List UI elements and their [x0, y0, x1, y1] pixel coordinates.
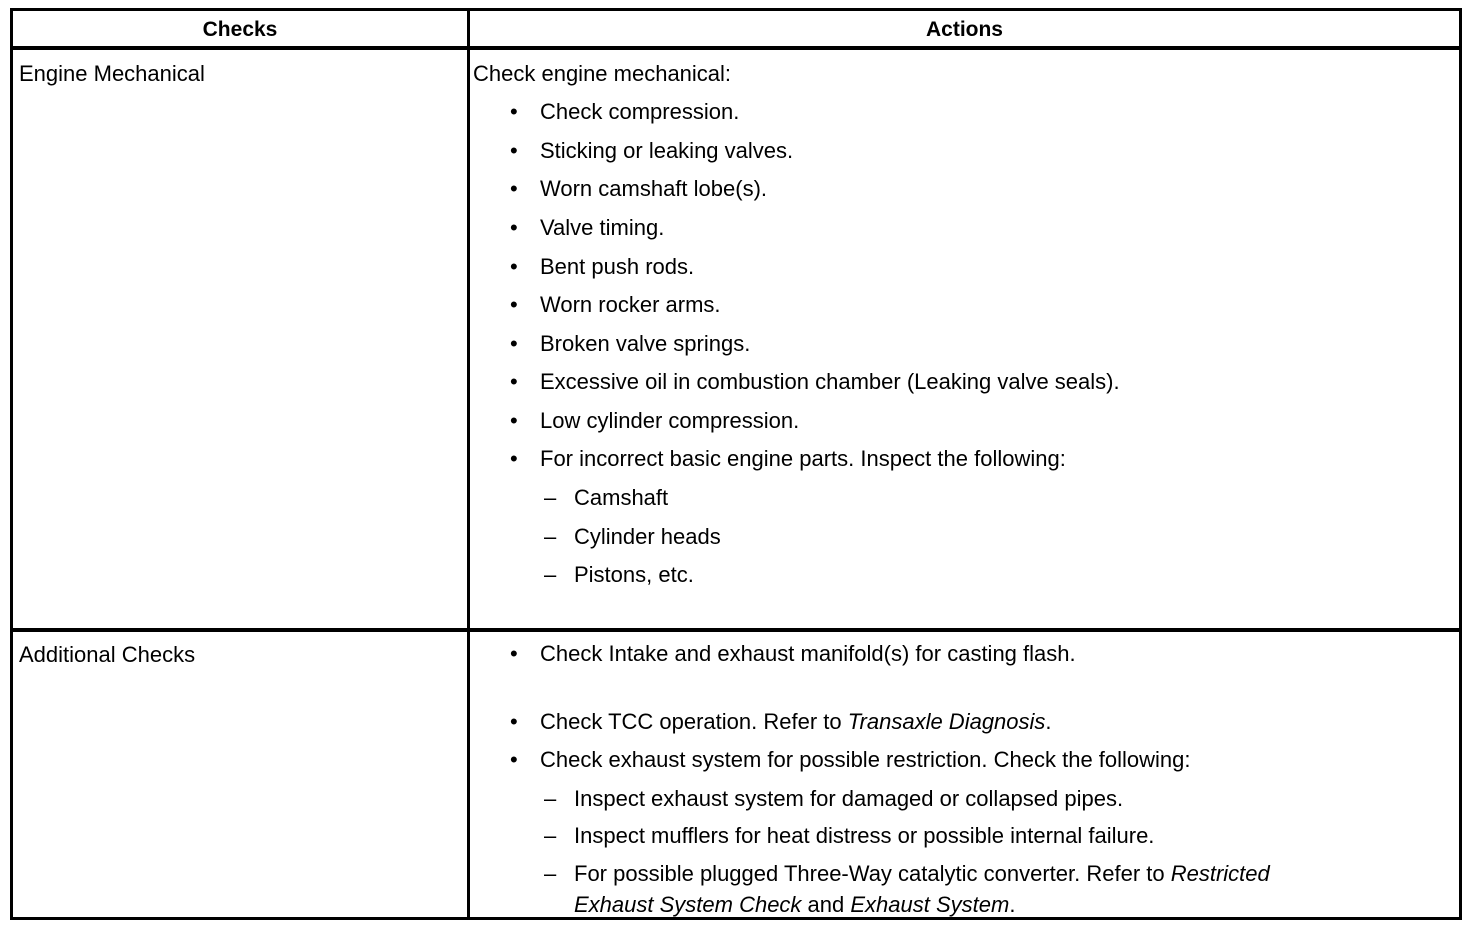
- converter-and: and: [801, 892, 851, 917]
- header-divider: [13, 46, 1459, 50]
- bullet-marker: •: [510, 747, 518, 772]
- tcc-text: Check TCC operation. Refer to: [540, 709, 848, 734]
- list-item: For incorrect basic engine parts. Inspect the following:: [540, 446, 1066, 471]
- list-item: Check compression.: [540, 99, 740, 124]
- check-additional-checks: Additional Checks: [19, 642, 196, 667]
- header-actions: Actions: [925, 18, 1003, 41]
- bullet-marker: •: [510, 254, 518, 279]
- sub-list-item-continuation: [574, 892, 1015, 918]
- column-divider: [467, 11, 470, 917]
- check-engine-mechanical: Engine Mechanical: [19, 61, 205, 86]
- list-item: Excessive oil in combustion chamber (Leaking valve seals).: [540, 369, 1120, 394]
- dash-marker: –: [544, 562, 557, 587]
- exhaust-system-ref: Exhaust System: [850, 892, 1010, 917]
- bullet-marker: •: [510, 709, 518, 734]
- bullet-marker: •: [510, 99, 518, 124]
- dash-marker: –: [544, 823, 557, 848]
- list-item: Sticking or leaking valves.: [540, 138, 794, 163]
- list-item: Low cylinder compression.: [540, 408, 800, 433]
- bullet-marker: •: [510, 215, 518, 240]
- actions-intro: Check engine mechanical:: [473, 61, 732, 86]
- sub-list-item: Inspect mufflers for heat distress or possible internal failure.: [574, 823, 1155, 848]
- list-item: Check Intake and exhaust manifold(s) for casting flash.: [540, 641, 1076, 666]
- list-item: Check exhaust system for possible restriction. Check the following:: [540, 747, 1191, 772]
- sub-list-item: Cylinder heads: [574, 524, 721, 549]
- bullet-marker: •: [510, 331, 518, 356]
- bullet-marker: •: [510, 138, 518, 163]
- dash-marker: –: [544, 524, 557, 549]
- sub-list-item: Inspect exhaust system for damaged or collapsed pipes.: [574, 786, 1124, 811]
- sub-list-item: [574, 861, 1270, 887]
- dash-marker: –: [544, 485, 557, 510]
- list-item: Worn rocker arms.: [540, 292, 721, 317]
- header-checks: Checks: [202, 18, 278, 41]
- bullet-marker: •: [510, 176, 518, 201]
- list-item: [540, 709, 1052, 735]
- sub-list-item: Camshaft: [574, 485, 669, 510]
- exhaust-system-check-ref: Exhaust System Check: [574, 892, 802, 917]
- bullet-marker: •: [510, 369, 518, 394]
- bullet-marker: •: [510, 292, 518, 317]
- list-item: Bent push rods.: [540, 254, 695, 279]
- list-item: Valve timing.: [540, 215, 665, 240]
- tcc-end: .: [1045, 709, 1052, 734]
- dash-marker: –: [544, 861, 557, 886]
- row-divider: [13, 628, 1459, 632]
- bullet-marker: •: [510, 641, 518, 666]
- list-item: Worn camshaft lobe(s).: [540, 176, 768, 201]
- diagnosis-table: [10, 8, 1462, 920]
- bullet-marker: •: [510, 446, 518, 471]
- list-item: Broken valve springs.: [540, 331, 751, 356]
- restricted-ref: Restricted: [1170, 861, 1270, 886]
- dash-marker: –: [544, 786, 557, 811]
- converter-end: .: [1009, 892, 1016, 917]
- converter-text: For possible plugged Three-Way catalytic converter. Refer to: [574, 861, 1171, 886]
- bullet-marker: •: [510, 408, 518, 433]
- transaxle-diagnosis-ref: Transaxle Diagnosis: [847, 709, 1046, 734]
- sub-list-item: Pistons, etc.: [574, 562, 694, 587]
